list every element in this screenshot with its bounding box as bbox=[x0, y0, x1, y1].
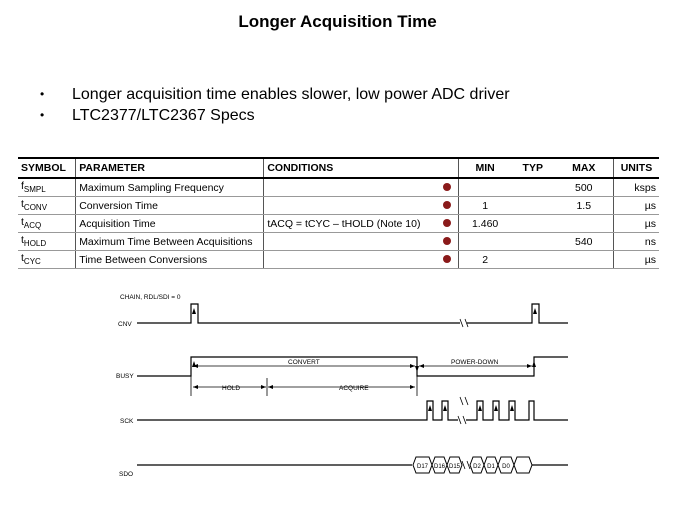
bullet-icon: • bbox=[40, 87, 45, 101]
header-max: MAX bbox=[555, 158, 614, 178]
cell-dot bbox=[436, 233, 459, 251]
acquire-arrow-left bbox=[268, 385, 273, 389]
cell-symbol: $t_{HOLD}$ bbox=[18, 233, 76, 251]
sdo-tail bbox=[514, 457, 532, 473]
header-dot bbox=[436, 158, 459, 178]
header-min: MIN bbox=[459, 158, 511, 178]
cell-conditions bbox=[264, 233, 436, 251]
timing-diagram bbox=[0, 280, 675, 506]
convert-arrow-right bbox=[410, 364, 415, 368]
bullet-text: LTC2377/LTC2367 Specs bbox=[72, 107, 255, 124]
spec-table bbox=[18, 157, 659, 269]
cell-typ bbox=[511, 197, 555, 215]
cell-max bbox=[555, 215, 614, 233]
sdo-bit-label: D0 bbox=[502, 464, 510, 470]
busy-down-arrow bbox=[415, 366, 419, 372]
bullet-list bbox=[40, 84, 510, 126]
power-down-arrow-right bbox=[527, 364, 532, 368]
sck-up-arrow bbox=[510, 405, 514, 411]
bullet-icon: • bbox=[40, 108, 45, 122]
acquire-label: ACQUIRE bbox=[339, 385, 369, 392]
cell-min: 1 bbox=[459, 197, 511, 215]
break-mark bbox=[458, 416, 466, 424]
sdo-bit-label: D16 bbox=[433, 464, 446, 470]
sdo-bit-label: D17 bbox=[416, 464, 429, 470]
cell-typ bbox=[511, 251, 555, 269]
signal-label-cnv: CNV bbox=[118, 321, 132, 328]
cell-typ bbox=[511, 215, 555, 233]
cell-min bbox=[459, 178, 511, 197]
power-down-label: POWER-DOWN bbox=[451, 359, 499, 366]
table-header-row bbox=[18, 158, 659, 178]
cnv-up-arrow bbox=[192, 308, 196, 314]
convert-label: CONVERT bbox=[288, 359, 320, 366]
sck-up-arrow bbox=[428, 405, 432, 411]
break-mark bbox=[460, 319, 468, 327]
table-row bbox=[18, 178, 659, 197]
cell-max: 1.5 bbox=[555, 197, 614, 215]
sdo-bit-label: D2 bbox=[473, 464, 481, 470]
power-down-arrow-left bbox=[419, 364, 424, 368]
bullet-dot-icon bbox=[443, 255, 451, 263]
header-units: UNITS bbox=[613, 158, 659, 178]
break-mark bbox=[462, 461, 470, 469]
cell-min: 2 bbox=[459, 251, 511, 269]
cell-parameter: Maximum Sampling Frequency bbox=[76, 178, 264, 197]
header-symbol: SYMBOL bbox=[18, 158, 76, 178]
signal-label-sdo: SDO bbox=[119, 471, 134, 478]
cell-min bbox=[459, 233, 511, 251]
cell-conditions bbox=[264, 251, 436, 269]
hold-arrow-left bbox=[193, 385, 198, 389]
cell-typ bbox=[511, 233, 555, 251]
signal-label-sck: SCK bbox=[120, 418, 134, 425]
bullet-dot-icon bbox=[443, 237, 451, 245]
header-typ: TYP bbox=[511, 158, 555, 178]
signal-label-busy: BUSY bbox=[116, 373, 134, 380]
page-title: Longer Acquisition Time bbox=[238, 12, 437, 31]
break-mark bbox=[460, 397, 468, 405]
bullet-dot-icon bbox=[443, 219, 451, 227]
cell-units: ksps bbox=[613, 178, 659, 197]
cell-units: ns bbox=[613, 233, 659, 251]
table-row bbox=[18, 197, 659, 215]
cell-symbol: $t_{ACQ}$ bbox=[18, 215, 76, 233]
cell-max: 500 bbox=[555, 178, 614, 197]
cell-units: µs bbox=[613, 251, 659, 269]
bullet-item bbox=[40, 105, 510, 126]
cell-conditions: tACQ = tCYC – tHOLD (Note 10) bbox=[264, 215, 436, 233]
cnv-waveform bbox=[137, 304, 460, 323]
header-parameter: PARAMETER bbox=[76, 158, 264, 178]
chain-label: CHAIN, RDL/SDI = 0 bbox=[120, 294, 181, 301]
cell-dot bbox=[436, 178, 459, 197]
table-row bbox=[18, 215, 659, 233]
cell-parameter: Time Between Conversions bbox=[76, 251, 264, 269]
table-row bbox=[18, 251, 659, 269]
busy-waveform bbox=[137, 357, 568, 376]
bullet-dot-icon bbox=[443, 201, 451, 209]
cnv-up-arrow-right bbox=[533, 308, 537, 314]
cell-min: 1.460 bbox=[459, 215, 511, 233]
cell-typ bbox=[511, 178, 555, 197]
cell-conditions bbox=[264, 197, 436, 215]
bullet-item bbox=[40, 84, 510, 105]
sdo-bits-group bbox=[413, 457, 532, 473]
sck-up-arrow bbox=[494, 405, 498, 411]
sck-up-arrow bbox=[478, 405, 482, 411]
cell-symbol: $f_{SMPL}$ bbox=[18, 178, 76, 197]
sdo-bit-label: D1 bbox=[487, 464, 495, 470]
sck-waveform bbox=[137, 401, 458, 420]
sck-up-arrow bbox=[443, 405, 447, 411]
cell-max: 540 bbox=[555, 233, 614, 251]
bullet-dot-icon bbox=[443, 183, 451, 191]
table-row bbox=[18, 233, 659, 251]
cell-parameter: Conversion Time bbox=[76, 197, 264, 215]
cell-units: µs bbox=[613, 215, 659, 233]
bullet-text: Longer acquisition time enables slower, low power ADC driver bbox=[72, 86, 510, 103]
acquire-arrow-right bbox=[410, 385, 415, 389]
hold-label: HOLD bbox=[222, 385, 241, 392]
cell-conditions bbox=[264, 178, 436, 197]
sdo-bit-label: D15 bbox=[448, 464, 461, 470]
cell-max bbox=[555, 251, 614, 269]
busy-up-arrow-right bbox=[532, 361, 536, 367]
cell-units: µs bbox=[613, 197, 659, 215]
hold-arrow-right bbox=[261, 385, 266, 389]
cell-parameter: Maximum Time Between Acquisitions bbox=[76, 233, 264, 251]
cell-dot bbox=[436, 197, 459, 215]
cell-dot bbox=[436, 251, 459, 269]
cell-symbol: $t_{CYC}$ bbox=[18, 251, 76, 269]
header-conditions: CONDITIONS bbox=[264, 158, 436, 178]
cnv-waveform-right bbox=[467, 304, 568, 323]
cell-symbol: $t_{CONV}$ bbox=[18, 197, 76, 215]
cell-parameter: Acquisition Time bbox=[76, 215, 264, 233]
busy-up-arrow bbox=[192, 361, 196, 367]
cell-dot bbox=[436, 215, 459, 233]
